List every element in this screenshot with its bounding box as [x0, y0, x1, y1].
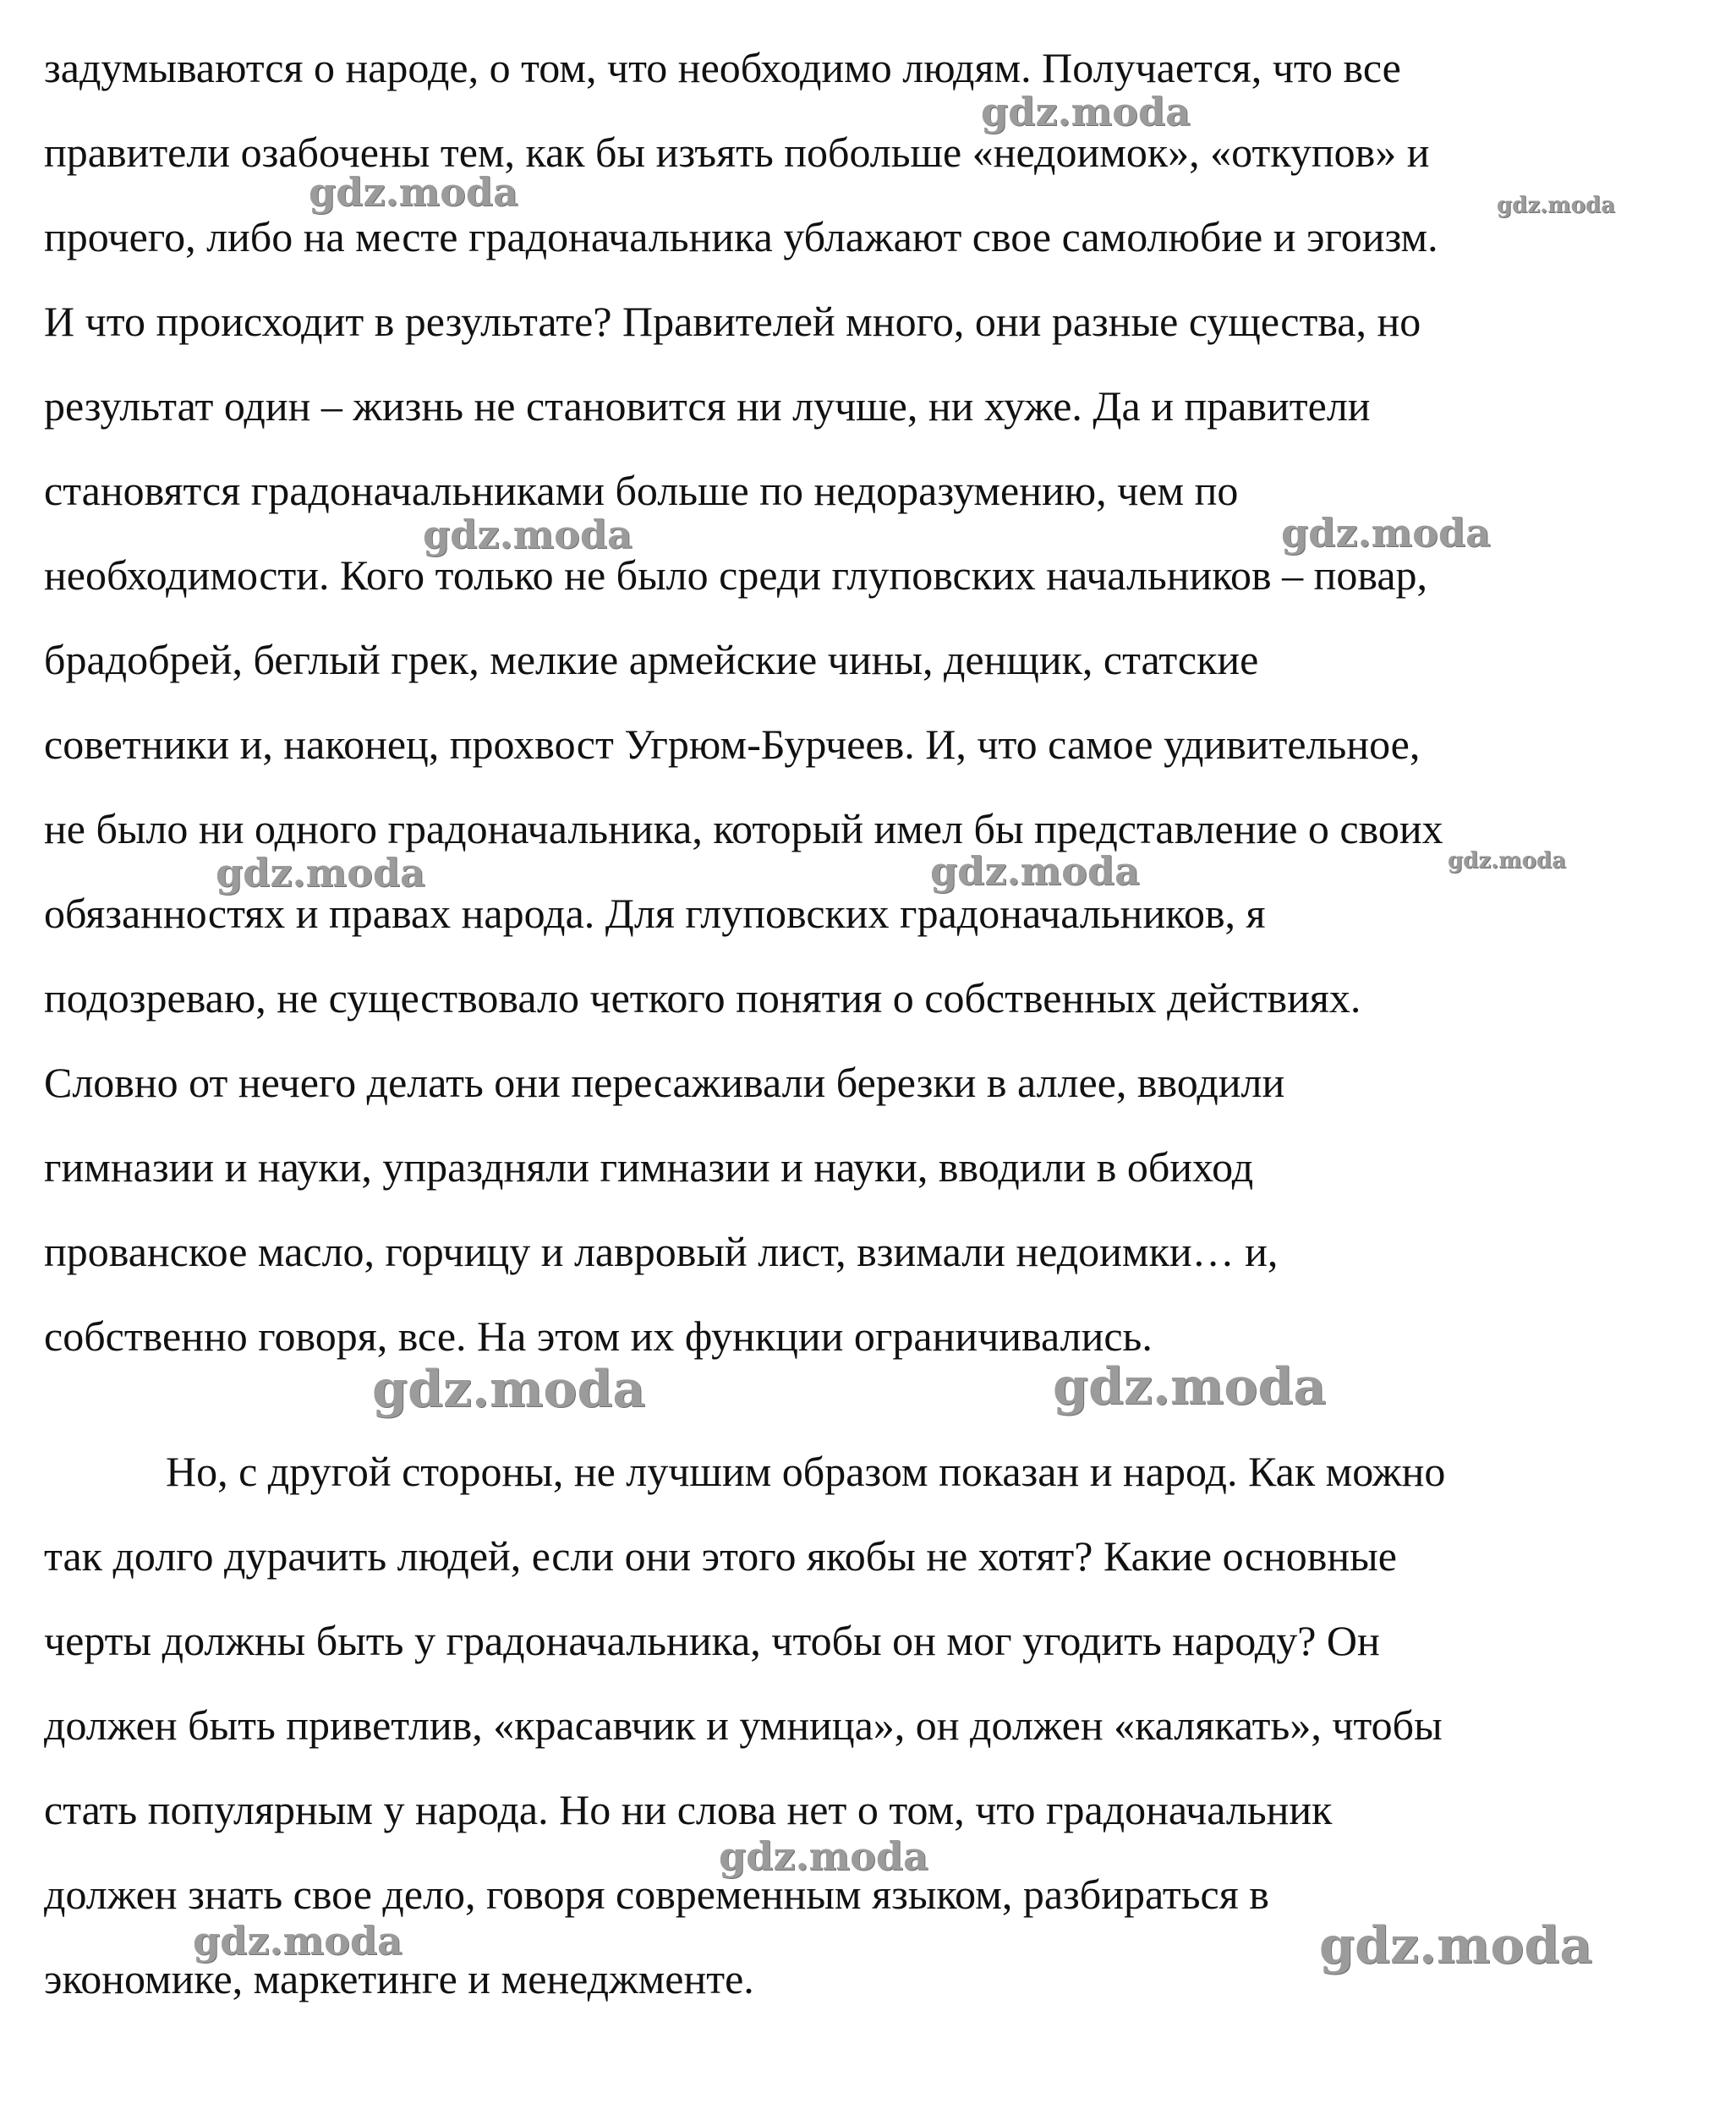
watermark: gdz.moda [719, 1833, 928, 1879]
watermark: gdz.moda [1281, 510, 1491, 556]
watermark: gdz.moda [1053, 1357, 1327, 1416]
text-line: черты должны быть у градоначальника, чтобы он мог угодить народу? Он [44, 1617, 1380, 1664]
text-line: правители озабочены тем, как бы изъять побольше «недоимок», «откупов» и [44, 129, 1430, 176]
watermark: gdz.moda [930, 848, 1140, 894]
watermark: gdz.moda [372, 1360, 646, 1419]
text-line: советники и, наконец, прохвост Угрюм-Бурчеев. И, что самое удивительное, [44, 720, 1421, 768]
text-line: брадобрей, беглый грек, мелкие армейские чины, денщик, статские [44, 636, 1259, 683]
text-line: необходимости. Кого только не было среди глуповских начальников – повар, [44, 551, 1428, 599]
watermark: gdz.moda [1319, 1916, 1593, 1975]
watermark: gdz.moda [1448, 848, 1567, 874]
text-line: прованское масло, горчицу и лавровый лист, взимали недоимки… и, [44, 1228, 1279, 1275]
watermark: gdz.moda [981, 89, 1191, 134]
text-line: стать популярным у народа. Но ни слова нет о том, что градоначальник [44, 1786, 1333, 1833]
text-line: собственно говоря, все. На этом их функции ограничивались. [44, 1312, 1153, 1360]
text-line: И что происходит в результате? Правителей много, они разные существа, но [44, 298, 1421, 345]
text-line: не было ни одного градоначальника, который имел бы представление о своих [44, 805, 1443, 852]
text-line: обязанностях и правах народа. Для глуповских градоначальников, я [44, 890, 1266, 937]
text-line: должен быть приветлив, «красавчик и умница», он должен «калякать», чтобы [44, 1701, 1443, 1749]
text-line: результат один – жизнь не становится ни лучше, ни хуже. Да и правители [44, 382, 1371, 430]
watermark: gdz.moda [193, 1918, 403, 1964]
text-line: так долго дурачить людей, если они этого якобы не хотят? Какие основные [44, 1532, 1397, 1580]
text-line: прочего, либо на месте градоначальника ублажают свое самолюбие и эгоизм. [44, 213, 1438, 260]
watermark: gdz.moda [423, 512, 633, 557]
text-line: Словно от нечего делать они пересаживали березки в аллее, вводили [44, 1059, 1285, 1106]
watermark: gdz.moda [1497, 193, 1616, 218]
text-line: становятся градоначальниками больше по недоразумению, чем по [44, 467, 1239, 514]
text-line: экономике, маркетинге и менеджменте. [44, 1955, 754, 2002]
text-line: должен знать свое дело, говоря современным языком, разбираться в [44, 1871, 1269, 1918]
watermark: gdz.moda [216, 850, 425, 896]
text-line: гимназии и науки, упраздняли гимназии и науки, вводили в обиход [44, 1143, 1254, 1191]
text-line: Но, с другой стороны, не лучшим образом показан и народ. Как можно [166, 1448, 1446, 1495]
text-line: подозреваю, не существовало четкого понятия о собственных действиях. [44, 974, 1361, 1022]
text-line: задумываются о народе, о том, что необходимо людям. Получается, что все [44, 44, 1401, 91]
watermark: gdz.moda [309, 169, 518, 215]
